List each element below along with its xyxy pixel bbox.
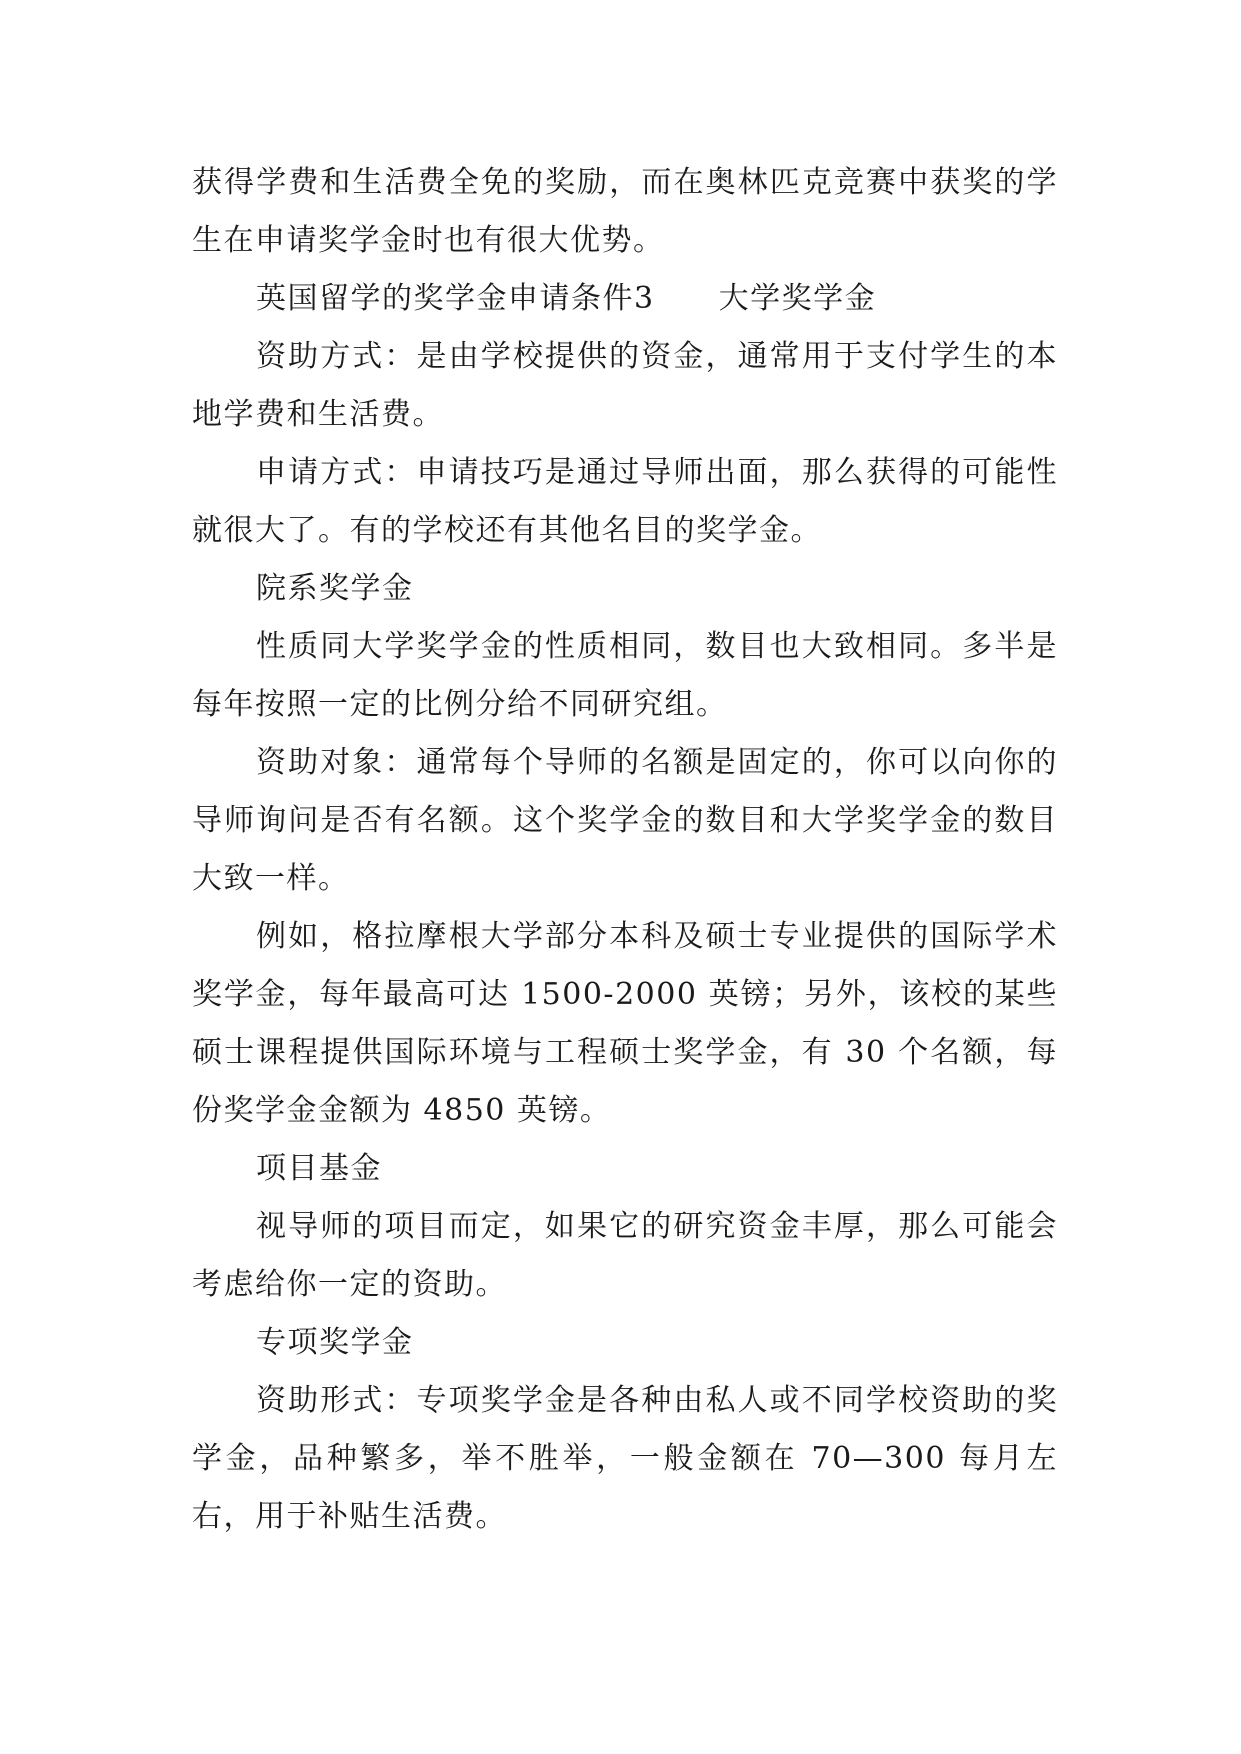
paragraph-example-glamorgan: 例如，格拉摩根大学部分本科及硕士专业提供的国际学术奖学金，每年最高可达 1500-2000 英镑；另外，该校的某些硕士课程提供国际环境与工程硕士奖学金，有 30 个名额，每份奖学金金额为 4850 英镑。 — [192, 919, 1058, 1128]
subheading-department-scholarship: 院系奖学金 — [256, 571, 414, 606]
paragraph-1: 获得学费和生活费全免的奖励，而在奥林匹克竞赛中获奖的学生在申请奖学金时也有很大优势。 — [192, 165, 1058, 258]
section-heading-title: 英国留学的奖学金申请条件3 — [256, 281, 655, 316]
paragraph-project-fund: 视导师的项目而定，如果它的研究资金丰厚，那么可能会考虑给你一定的资助。 — [192, 1209, 1058, 1302]
subheading-special-scholarship: 专项奖学金 — [256, 1325, 414, 1360]
document-body — [192, 154, 1058, 1546]
paragraph-application-method: 申请方式：申请技巧是通过导师出面，那么获得的可能性就很大了。有的学校还有其他名目的奖学金。 — [192, 455, 1058, 548]
paragraph-department-nature: 性质同大学奖学金的性质相同，数目也大致相同。多半是每年按照一定的比例分给不同研究组。 — [192, 629, 1058, 722]
section-heading-subtitle: 大学奖学金 — [718, 281, 877, 316]
paragraph-funding-target: 资助对象：通常每个导师的名额是固定的，你可以向你的导师询问是否有名额。这个奖学金的数目和大学奖学金的数目大致一样。 — [192, 745, 1058, 896]
subheading-project-fund: 项目基金 — [256, 1151, 382, 1186]
section-heading-conditions — [192, 270, 1058, 328]
paragraph-special-scholarship: 资助形式：专项奖学金是各种由私人或不同学校资助的奖学金，品种繁多，举不胜举，一般金额在 70—300 每月左右，用于补贴生活费。 — [192, 1383, 1058, 1534]
paragraph-funding-method: 资助方式：是由学校提供的资金，通常用于支付学生的本地学费和生活费。 — [192, 339, 1058, 432]
